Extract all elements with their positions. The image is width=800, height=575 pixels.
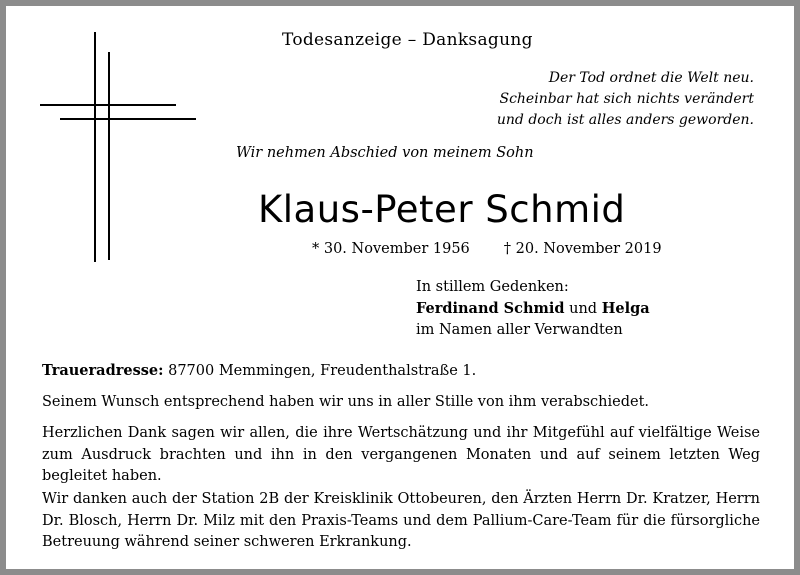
cross-icon xyxy=(40,32,130,262)
mourner-connector: und xyxy=(569,301,598,317)
address-value: 87700 Memmingen, Freudenthalstraße 1. xyxy=(168,363,477,379)
paragraph-thanks: Herzlichen Dank sagen wir allen, die ihre Wertschätzung und ihr Mitgefühl auf vielfältige Weise zum Ausdruck brachten und ihn in den vergangenen Monaten und auf seinem letzten Weg begleitet haben. xyxy=(42,425,760,484)
memory-relatives: im Namen aller Verwandten xyxy=(416,322,623,338)
death-date: † 20. November 2019 xyxy=(503,241,662,257)
address-line xyxy=(42,360,760,383)
address-label: Traueradresse: xyxy=(42,362,164,379)
quote-line: und doch ist alles anders geworden. xyxy=(496,112,754,128)
paragraph-clinic-thanks: Wir danken auch der Station 2B der Kreisklinik Ottobeuren, den Ärzten Herrn Dr. Kratzer, Herrn Dr. Blosch, Herrn Dr. Milz mit den Praxis-Teams und dem Pallium-Care-Team für die fürsorgliche Betreuung während seiner schweren Erkrankung. xyxy=(42,491,760,550)
farewell-text: Wir nehmen Abschied von meinem Sohn xyxy=(236,145,534,161)
memory-block xyxy=(416,277,650,341)
deceased-name: Klaus-Peter Schmid xyxy=(258,188,626,231)
life-dates xyxy=(312,241,662,257)
quote-line: Scheinbar hat sich nichts verändert xyxy=(499,91,754,107)
paragraph-wish: Seinem Wunsch entsprechend haben wir uns in aller Stille von ihm verabschiedet. xyxy=(42,394,650,410)
mourner-name: Ferdinand Schmid xyxy=(416,300,565,317)
quote-line: Der Tod ordnet die Welt neu. xyxy=(548,70,754,86)
quote xyxy=(454,68,754,131)
mourner-name: Helga xyxy=(601,300,650,317)
mourners xyxy=(416,298,650,320)
birth-date: * 30. November 1956 xyxy=(312,241,470,257)
notice-title: Todesanzeige – Danksagung xyxy=(282,30,533,50)
memory-intro: In stillem Gedenken: xyxy=(416,279,569,295)
